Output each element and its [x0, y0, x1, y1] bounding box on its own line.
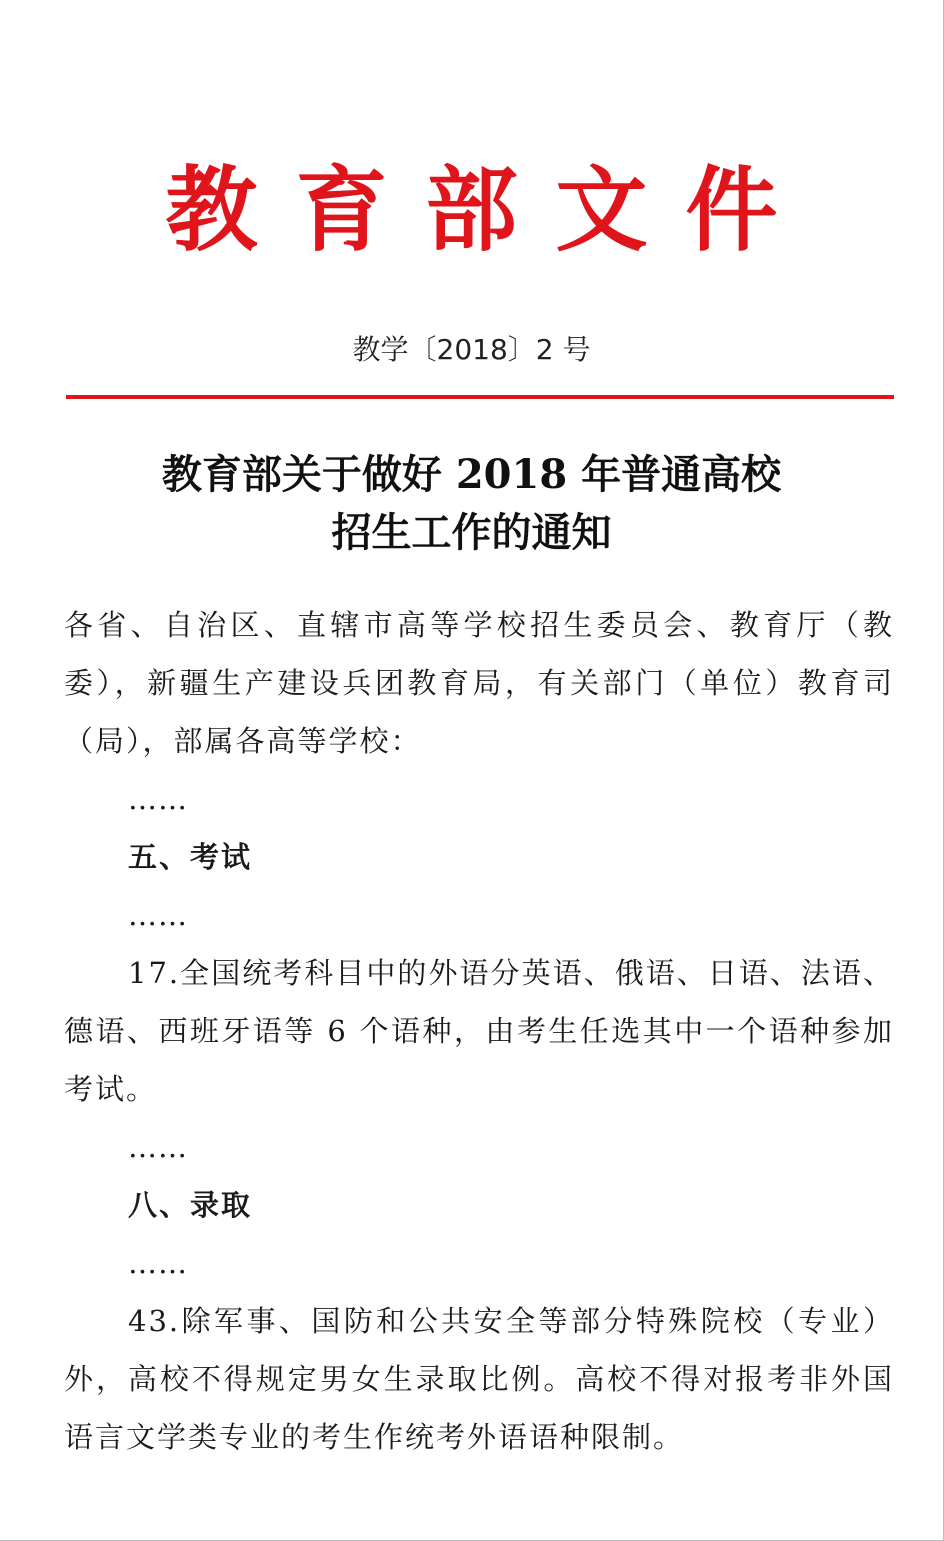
document-number: 教学〔2018〕2 号: [352, 333, 591, 366]
notice-title-line-1: 教育部关于做好 2018 年普通高校: [161, 451, 782, 498]
addressees-paragraph: 各省、自治区、直辖市高等学校招生委员会、教育厅（教委），新疆生产建设兵团教育局，有关部门（单位）教育司（局），部属各高等学校：: [64, 608, 894, 758]
omission-marker: ……: [128, 782, 188, 816]
masthead-title: 教育部文件: [165, 156, 816, 264]
item-43-paragraph: 43.除军事、国防和公共安全等部分特殊院校（专业）外，高校不得规定男女生录取比例。高校不得对报考非外国语言文学类专业的考生作统考外语语种限制。: [64, 1304, 894, 1454]
notice-title: [0, 446, 943, 562]
notice-title-line-2: 招生工作的通知: [331, 509, 612, 556]
red-separator-line: [66, 395, 894, 399]
section-heading-exam: 五、考试: [128, 840, 253, 874]
omission-marker: ……: [128, 898, 188, 932]
item-17-paragraph: 17.全国统考科目中的外语分英语、俄语、日语、法语、德语、西班牙语等 6 个语种，由考生任选其中一个语种参加考试。: [64, 956, 894, 1106]
section-heading-admission: 八、录取: [128, 1188, 253, 1222]
omission-marker: ……: [128, 1246, 188, 1280]
document-body: [64, 596, 894, 1466]
omission-marker: ……: [128, 1130, 188, 1164]
